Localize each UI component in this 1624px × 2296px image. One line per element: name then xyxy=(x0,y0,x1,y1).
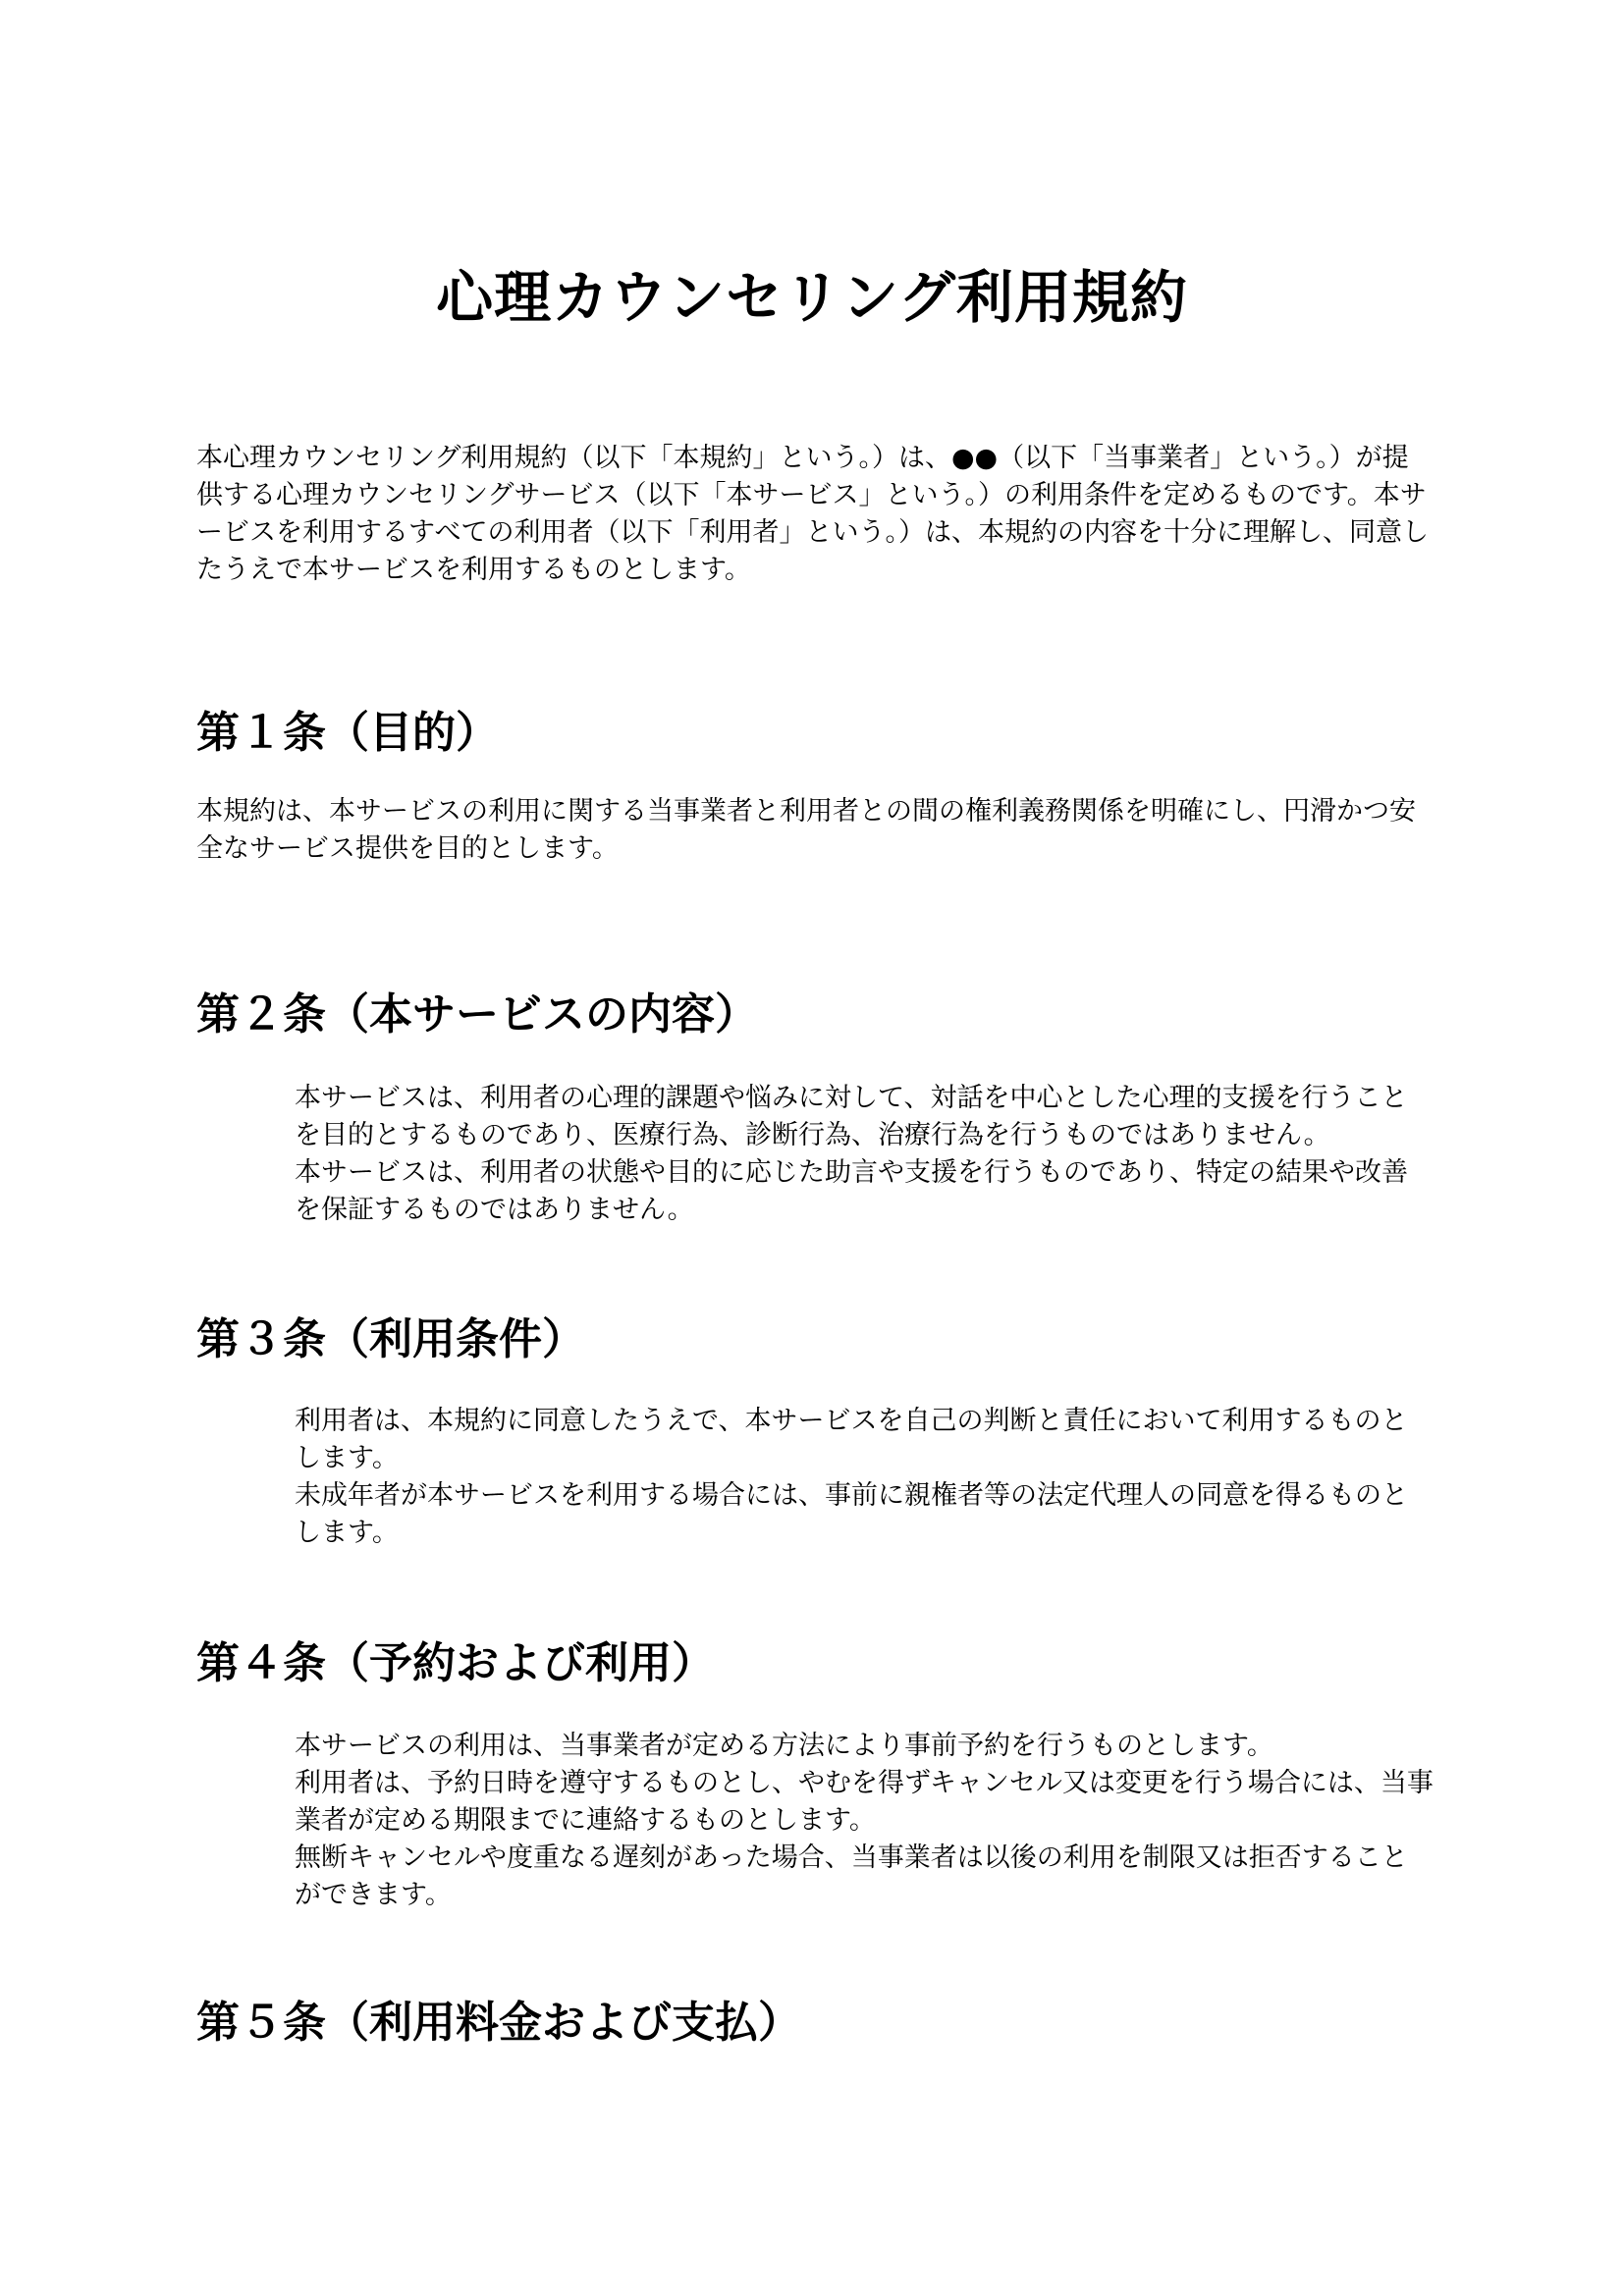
intro-paragraph: 本心理カウンセリング利用規約（以下「本規約」という。）は、●●（以下「当事業者」という。）が提供する心理カウンセリングサービス（以下「本サービス」という。）の利用条件を定めるものです。本サービスを利用するすべての利用者（以下「利用者」という。）は、本規約の内容を十分に理解し、同意したうえで本サービスを利用するものとします。 xyxy=(196,443,1429,585)
article-1-heading: 第１条（目的） xyxy=(196,708,499,758)
article-4-heading: 第４条（予約および利用） xyxy=(196,1638,715,1688)
article-2-heading: 第２条（本サービスの内容） xyxy=(196,989,758,1040)
article-4-paragraph-1: 本サービスの利用は、当事業者が定める方法により事前予約を行うものとします。 xyxy=(295,1731,1273,1761)
article-4-body xyxy=(295,1728,1434,1914)
article-2-paragraph-1: 本サービスは、利用者の心理的課題や悩みに対して、対話を中心とした心理的支援を行うことを目的とするものであり、医療行為、診断行為、治療行為を行うものではありません。 xyxy=(295,1083,1408,1150)
article-3-paragraph-2: 未成年者が本サービスを利用する場合には、事前に親権者等の法定代理人の同意を得るものとします。 xyxy=(295,1480,1408,1548)
article-2-paragraph-2: 本サービスは、利用者の状態や目的に応じた助言や支援を行うものであり、特定の結果や改善を保証するものではありません。 xyxy=(295,1157,1408,1225)
article-3-paragraph-1: 利用者は、本規約に同意したうえで、本サービスを自己の判断と責任において利用するものとします。 xyxy=(295,1406,1408,1473)
article-1-paragraph-1: 本規約は、本サービスの利用に関する当事業者と利用者との間の権利義務関係を明確にし、円滑かつ安全なサービス提供を目的とします。 xyxy=(196,796,1416,864)
document-title: 心理カウンセリング利用規約 xyxy=(436,264,1188,331)
article-4-paragraph-3: 無断キャンセルや度重なる遅刻があった場合、当事業者は以後の利用を制限又は拒否することができます。 xyxy=(295,1842,1408,1910)
article-3-body xyxy=(295,1403,1434,1552)
article-1-body xyxy=(196,793,1424,868)
article-4-paragraph-2: 利用者は、予約日時を遵守するものとし、やむを得ずキャンセル又は変更を行う場合には、当事業者が定める期限までに連絡するものとします。 xyxy=(295,1768,1434,1836)
article-3-heading: 第３条（利用条件） xyxy=(196,1314,585,1364)
article-2-body xyxy=(295,1080,1434,1229)
article-5-heading: 第５条（利用料金および支払） xyxy=(196,1998,801,2048)
